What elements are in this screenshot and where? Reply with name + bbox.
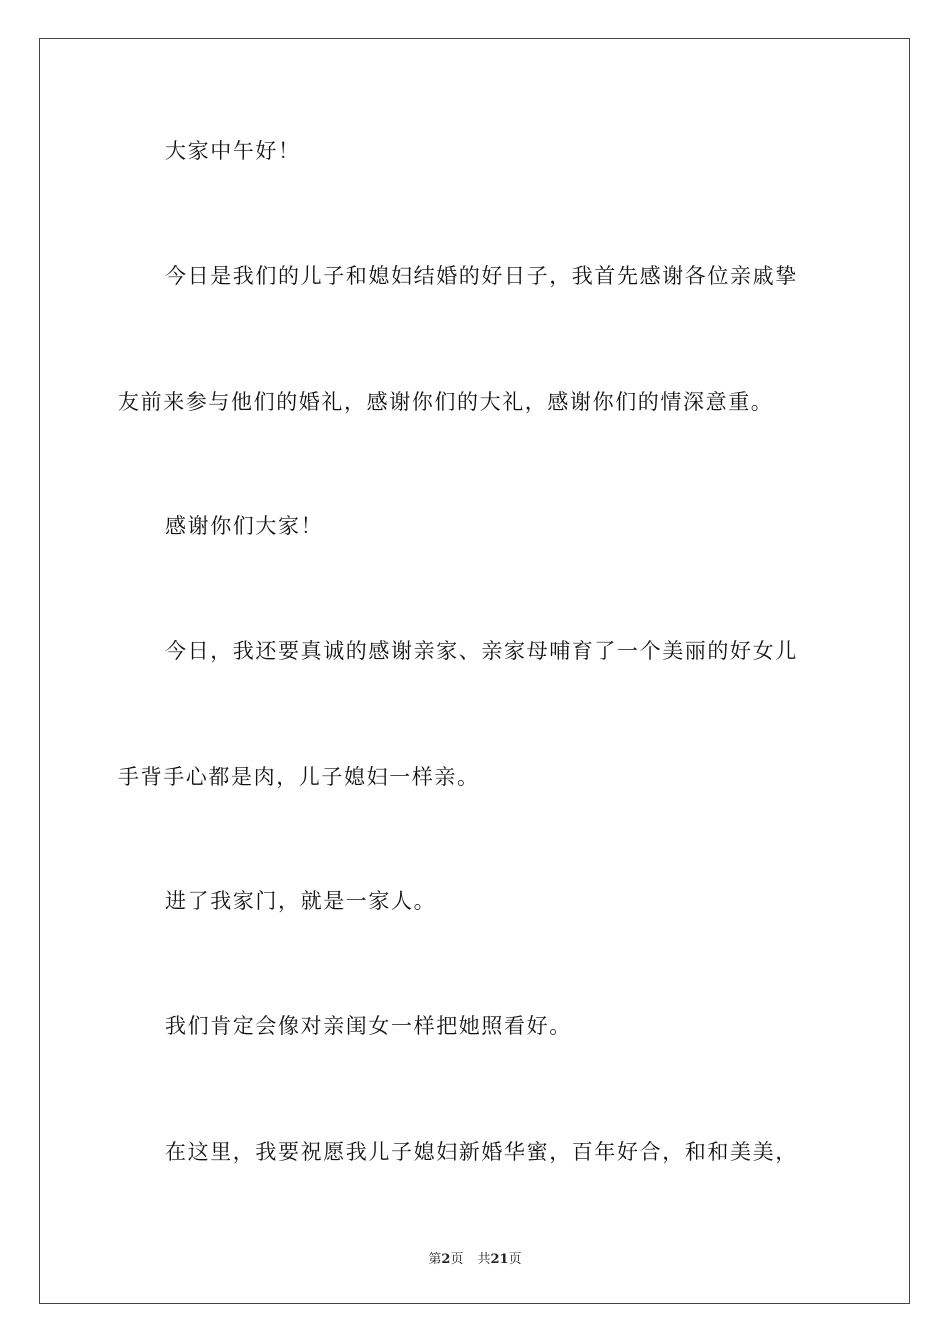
page-border bbox=[39, 38, 910, 1304]
page-suffix: 页 bbox=[450, 1252, 464, 1267]
paragraph-line: 大家中午好！ bbox=[165, 139, 301, 163]
paragraph-line: 感谢你们大家！ bbox=[165, 514, 324, 538]
total-suffix: 页 bbox=[508, 1252, 522, 1267]
paragraph-line: 我们肯定会像对亲闺女一样把她照看好。 bbox=[165, 1014, 572, 1038]
paragraph-line: 在这里，我要祝愿我儿子媳妇新婚华蜜，百年好合，和和美美， bbox=[165, 1140, 798, 1164]
total-pages: 21 bbox=[490, 1252, 509, 1267]
paragraph-line: 友前来参与他们的婚礼，感谢你们的大礼，感谢你们的情深意重。 bbox=[118, 390, 774, 414]
page-number: 2 bbox=[441, 1252, 451, 1267]
paragraph-line: 今日，我还要真诚的感谢亲家、亲家母哺育了一个美丽的好女儿 bbox=[165, 639, 798, 663]
paragraph-line: 今日是我们的儿子和媳妇结婚的好日子，我首先感谢各位亲戚挚 bbox=[165, 264, 798, 288]
total-prefix: 共 bbox=[477, 1252, 491, 1267]
paragraph-line: 手背手心都是肉，儿子媳妇一样亲。 bbox=[118, 765, 480, 789]
page-prefix: 第 bbox=[428, 1252, 442, 1267]
page-footer bbox=[0, 1248, 950, 1267]
paragraph-line: 进了我家门，就是一家人。 bbox=[165, 889, 437, 913]
